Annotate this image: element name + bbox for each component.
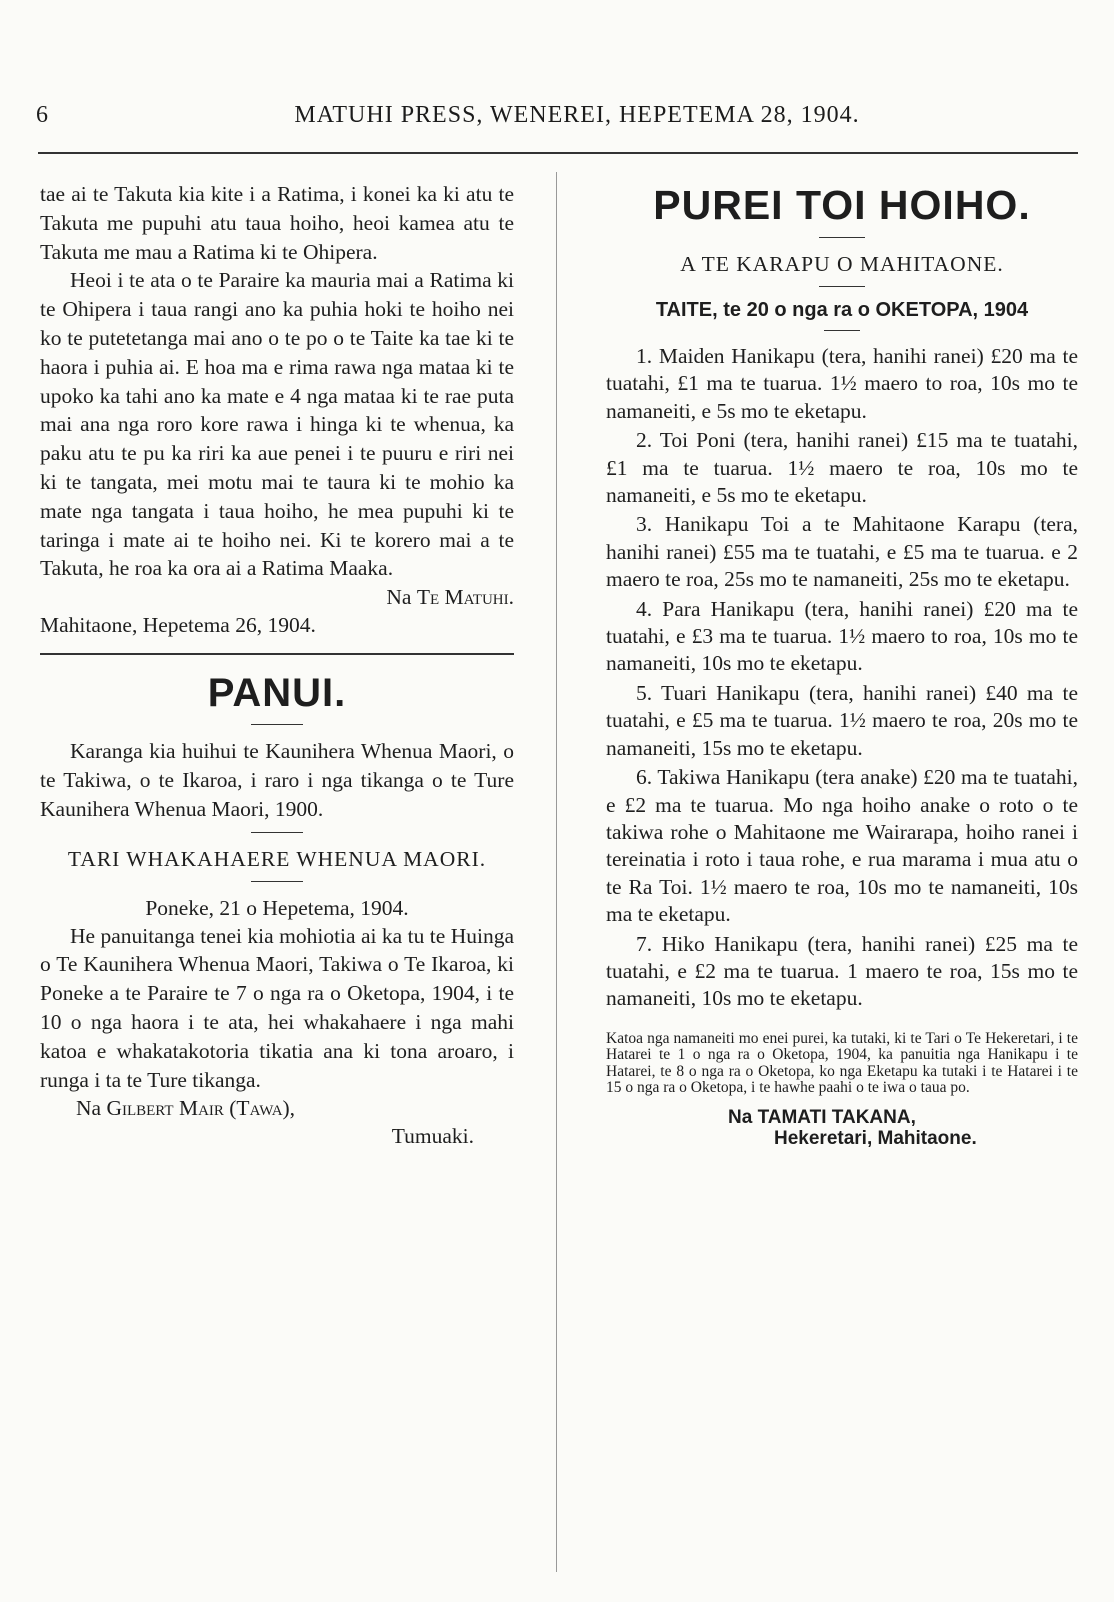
header-rule <box>38 152 1078 154</box>
panui-body: He panuitanga tenei kia mohiotia ai ka tu te Huinga o Te Kaunihera Whenua Maori, Takiwa o Te Ikaroa, ki Poneke a te Paraire te 7 o nga ra o Oketopa, 1904, i te 10 o nga haora i te ata, hei whakahaere i nga mahi katoa e whakatakotoria tikatia ana ki tona aroaro, i runga i ta te Ture tikanga. <box>40 923 514 1092</box>
signature-prefix: Na <box>76 1096 102 1121</box>
short-rule <box>819 286 865 287</box>
page-number: 6 <box>36 102 49 128</box>
masthead-title: MATUHI PRESS, WENEREI, HEPETEMA 28, 1904. <box>294 102 860 128</box>
race-item: 7. Hiko Hanikapu (tera, hanihi ranei) £25 ma te tuatahi, e £2 ma te tuarua. 1 maero te roa, 15s mo te namaneiti, 10s mo te eketapu. <box>606 931 1078 1011</box>
race-item: 5. Tuari Hanikapu (tera, hanihi ranei) £40 ma te tuatahi, e £5 ma te tuarua. 1½ maero te roa, 20s mo te namaneiti, 15s mo te eketapu. <box>606 680 1078 760</box>
short-rule <box>251 881 303 882</box>
race-date-heading: TAITE, te 20 o nga ra o OKETOPA, 1904 <box>655 299 1029 321</box>
panui-dateline: Poneke, 21 o Hepetema, 1904. <box>145 895 409 920</box>
short-rule <box>251 832 303 833</box>
signature-name: Te Matuhi. <box>416 585 514 610</box>
panui-subheading: TARI WHAKAHAERE WHENUA MAORI. <box>67 846 487 871</box>
article-paragraph: Heoi i te ata o te Paraire ka mauria mai a Ratima ki te Ohipera i taua rangi ano ka puhia hoki te hoiho nei ko te putetetanga mai ano o te po o te Taite ka tae ki te haora i puhia ai. E hoa ma e rima rawa nga mataa ki te upoko ka tahi ano ka mate e 4 nga mataa ki te rae puta mai ana nga roro kore rawa i hinga ki te whenua, ka paku atu te pu ka riri ka aue penei i te puuru e riri nei ki te tangata, mei motu mai te taura ki te mohio ka mate nga tangata i taua hoiho, he mea pupuhi ki te taringa i mate ai te hoiho nei. Ki te korero mai a te Takuta, he roa ka ora ai a Ratima Maaka. <box>40 268 514 581</box>
race-item: 2. Toi Poni (tera, hanihi ranei) £15 ma te tuatahi, £1 ma te tuarua. 1½ maero te roa, 10s mo te namaneiti, e 5s mo te eketapu. <box>606 428 1078 508</box>
short-rule <box>819 237 865 238</box>
left-column <box>40 180 514 1150</box>
secretary-name: Na TAMATI TAKANA, <box>728 1106 916 1128</box>
right-column <box>606 180 1078 1149</box>
club-subtitle: A TE KARAPU O MAHITAONE. <box>680 252 1004 276</box>
entries-footnote: Katoa nga namaneiti mo enei purei, ka tutaki, ki te Tari o Te Hekeretari, i te Hatarei te 1 o nga ra o Oketopa, 1904, ka panuitia nga Hanikapu i te Hatarei, te 8 o nga ra o Oketopa, ko nga Eketapu ka tutaki i te Hatarei i te 15 o nga ra o Oketopa, i te hawhe paahi o te iwa o taua po. <box>606 1029 1078 1097</box>
panui-title: PANUI. <box>207 671 347 716</box>
panui-signature-title: Tumuaki. <box>391 1124 474 1149</box>
short-rule <box>824 330 860 331</box>
page-header <box>36 102 1078 136</box>
signature-name: Gilbert Mair (Tawa), <box>106 1096 296 1121</box>
race-item: 1. Maiden Hanikapu (tera, hanihi ranei) £20 ma te tuatahi, £1 ma te tuarua. 1½ maero to roa, 10s mo te namaneiti, e 5s mo te eketapu. <box>606 344 1078 423</box>
article-paragraph: tae ai te Takuta kia kite i a Ratima, i konei ka ki atu te Takuta me pupuhi atu taua hoiho, heoi kamea atu te Takuta me mau a Ratima ki te Ohipera. <box>40 182 514 264</box>
race-item: 4. Para Hanikapu (tera, hanihi ranei) £20 ma te tuatahi, e £3 ma te tuarua. 1½ maero to roa, 10s mo te namaneiti, 10s mo te eketapu. <box>606 596 1078 676</box>
short-rule <box>251 724 303 725</box>
signature-prefix: Na <box>386 585 412 610</box>
secretary-title: Hekeretari, Mahitaone. <box>774 1127 977 1149</box>
article-signature <box>40 583 514 611</box>
panui-signature <box>40 1094 514 1122</box>
column-divider <box>556 172 557 1572</box>
section-rule <box>40 653 514 655</box>
panui-intro: Karanga kia huihui te Kaunihera Whenua Maori, o te Takiwa, o te Ikaroa, i raro i nga tikanga o te Ture Kaunihera Whenua Maori, 1900. <box>40 739 514 821</box>
race-meeting-title: PUREI TOI HOIHO. <box>653 182 1031 228</box>
article-dateline: Mahitaone, Hepetema 26, 1904. <box>40 613 316 638</box>
race-item: 6. Takiwa Hanikapu (tera anake) £20 ma te tuatahi, e £2 ma te tuarua. Mo nga hoiho anake o roto o te takiwa rohe o Mahitaone me Wairarapa, hoiho ranei i tereinatia i roto i taua rohe, e rua marama i mua atu o te Ra Toi. 1½ maero te roa, 10s mo te namaneiti, 10s ma te eketapu. <box>606 765 1078 927</box>
race-item: 3. Hanikapu Toi a te Mahitaone Karapu (tera, hanihi ranei) £55 ma te tuatahi, e £5 ma te tuarua. e 2 maero te roa, 25s mo te namaneiti, 25s mo te eketapu. <box>606 512 1078 592</box>
